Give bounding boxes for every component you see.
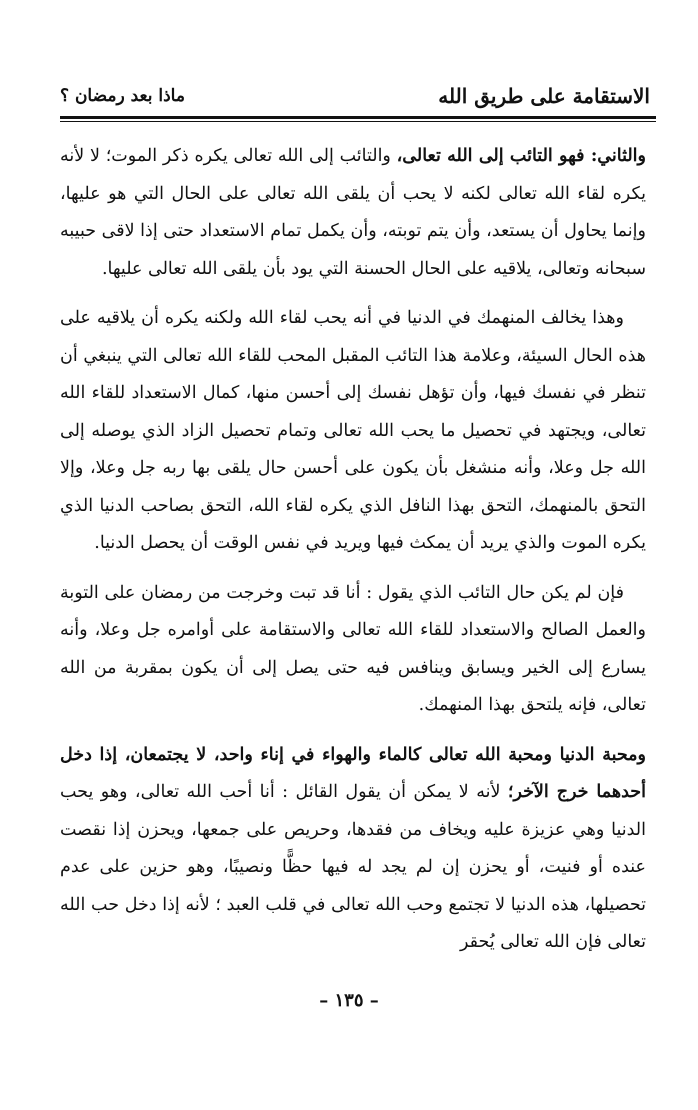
chapter-title: ماذا بعد رمضان ؟ xyxy=(60,86,185,106)
paragraph-1 xyxy=(60,138,646,288)
paragraph-4-bold-lead: ومحبة الدنيا ومحبة الله تعالى كالماء والهواء في إناء واحد، لا يجتمعان، إذا دخل أحدهما خرج الآخر؛ xyxy=(60,744,646,802)
paragraph-3-text: فإن لم يكن حال التائب الذي يقول : أنا قد تبت وخرجت من رمضان على التوبة والعمل الصالح والاستعداد للقاء الله تعالى والاستقامة على أوامره جل وعلا، وأنه يسارع إلى الخير ويسابق وينافس فيه حتى يصل إلى أن يكون بمقربة من الله تعالى، فإنه يلتحق بهذا المنهمك. xyxy=(60,582,646,715)
page-number: – ١٣٥ – xyxy=(319,990,379,1011)
header-rule-thin xyxy=(60,121,656,122)
paragraph-1-text: والتائب إلى الله تعالى يكره ذكر الموت؛ لا لأنه يكره لقاء الله تعالى لكنه لا يحب أن يلقى الله تعالى على الحال التي هو عليها، وإنما يحاول أن يستعد، وأن يتم توبته، وأن يكمل تمام الاستعداد حتى إذا لاقى حبيبه سبحانه وتعالى، يلاقيه على الحال الحسنة التي يود بأن يلقى الله تعالى عليها. xyxy=(60,146,646,279)
paragraph-2-text: وهذا يخالف المنهمك في الدنيا في أنه يحب لقاء الله ولكنه يكره أن يلاقيه على هذه الحال السيئة، وعلامة هذا التائب المقبل المحب للقاء الله تعالى التي ينبغي أن تنظر في نفسك فيها، وأن تؤهل نفسك إلى أحسن منها، كمال الاستعداد للقاء الله تعالى، ويجتهد في تحصيل ما يحب الله تعالى وتمام تحصيل الزاد الذي يوصله إلى الله جل وعلا، وأنه منشغل بأن يكون على أحسن حال يلقى بها ربه جل وعلا، وإلا التحق بالمنهمك، التحق بهذا النافل الذي يكره لقاء الله، التحق بصاحب الدنيا الذي يكره الموت والذي يريد أن يمكث فيها ويريد في نفس الوقت أن يحصل الدنيا. xyxy=(60,308,646,553)
header-rule-thick xyxy=(60,116,656,119)
book-title: الاستقامة على طريق الله xyxy=(438,84,650,108)
paragraph-4 xyxy=(60,737,646,962)
paragraph-1-bold-lead: والثاني: فهو التائب إلى الله تعالى، xyxy=(396,146,646,166)
page-body xyxy=(60,138,656,962)
paragraph-4-text: لأنه لا يمكن أن يقول القائل : أنا أحب الله تعالى، وهو يحب الدنيا وهي عزيزة عليه ويخاف من فقدها، وحريص على جمعها، ويحزن إذا نقصت عنده أو فنيت، أو يحزن إن لم يجد له فيها حظًّا ونصيبًا، وهو حزين على عدم تحصيلها، هذه الدنيا لا تجتمع وحب الله تعالى في قلب العبد ؛ لأنه إذا دخل حب الله تعالى فإن الله تعالى يُحقر xyxy=(60,782,646,952)
paragraph-3 xyxy=(60,575,646,725)
paragraph-2 xyxy=(60,300,646,563)
running-header xyxy=(60,84,656,114)
